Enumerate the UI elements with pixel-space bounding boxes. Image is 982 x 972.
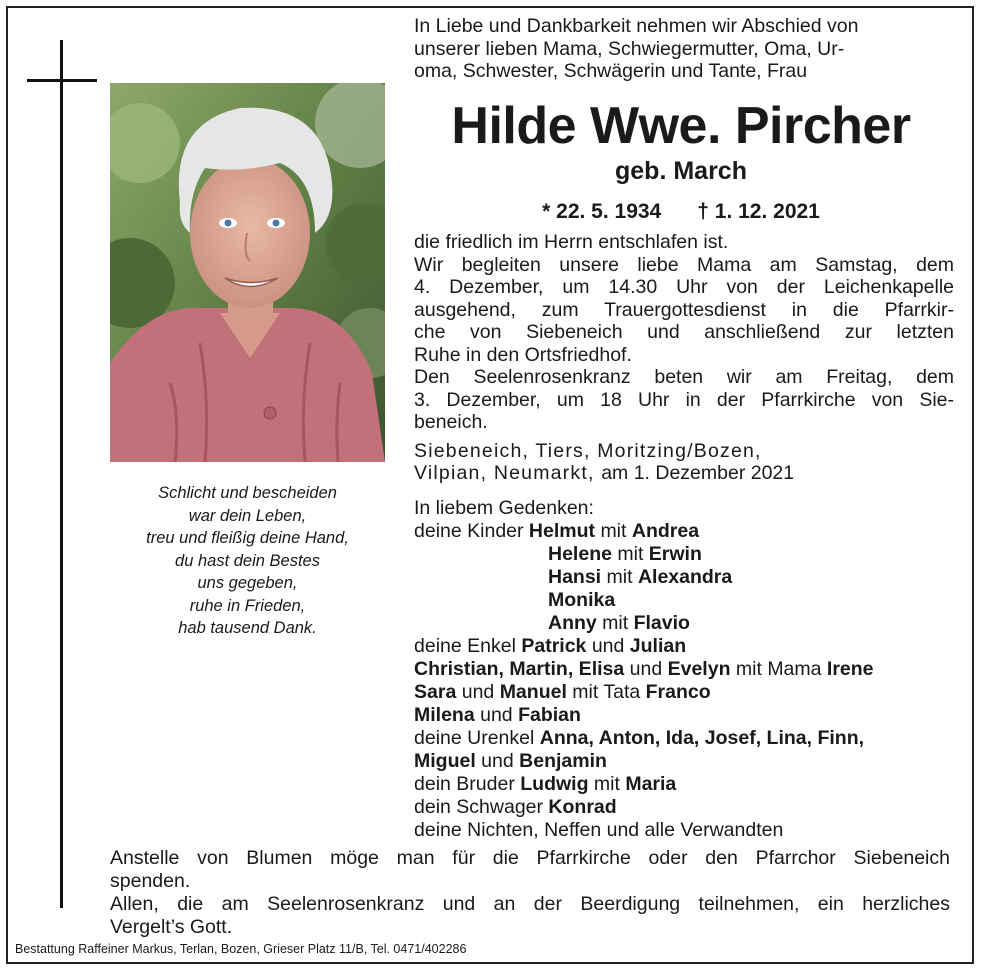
poem-line: hab tausend Dank.: [178, 619, 317, 637]
intro-line: In Liebe und Dankbarkeit nehmen wir Abschied von: [414, 15, 859, 37]
child-name: Monika: [548, 589, 616, 611]
grandchildren-line: [414, 704, 954, 727]
body-line: ausgehend, zum Trauergottesdienst in die Pfarrkir-: [414, 298, 954, 321]
body-line: Den Seelenrosenkranz beten wir am Freitag, dem: [414, 366, 954, 388]
child-name: Helene: [548, 543, 612, 565]
great-grandchildren-line: [414, 727, 954, 750]
closing-line: Allen, die am Seelenrosenkranz und an der Beerdigung teilnehmen, ein herzliches: [110, 893, 950, 915]
closing-line: Anstelle von Blumen möge man für die Pfarrkirche oder den Pfarrchor Siebeneich: [110, 847, 950, 869]
closing-line: spenden.: [110, 870, 191, 892]
partner-name: Alexandra: [637, 566, 733, 588]
connector-text: und: [481, 750, 514, 772]
grandchildren-line: [414, 658, 954, 681]
great-grandchildren-label: deine Urenkel: [414, 727, 535, 749]
places-date-line: [414, 462, 954, 485]
poem-line: uns gegeben,: [197, 574, 298, 592]
poem-line: war dein Leben,: [188, 506, 307, 525]
poem-line: ruhe in Frieden,: [189, 596, 306, 615]
brother-in-law-name: Konrad: [548, 796, 617, 818]
grandchild-name: Evelyn: [667, 658, 731, 680]
grandchild-name: Milena: [414, 704, 475, 726]
maiden-name: geb. March: [615, 157, 747, 185]
relatives-line: deine Nichten, Neffen und alle Verwandten: [414, 819, 784, 841]
partner-name: Erwin: [648, 543, 702, 565]
closing-text: [110, 847, 950, 939]
connector-text: mit: [602, 612, 629, 634]
connector-text: und: [591, 635, 625, 657]
great-grandchildren-line: [414, 750, 954, 773]
body-line: 3. Dezember, um 18 Uhr in der Pfarrkirche von Sie-: [414, 388, 954, 411]
children-label: deine Kinder: [414, 520, 524, 542]
places-line-2: Vilpian, Neumarkt,: [414, 462, 595, 484]
children-line: [414, 566, 954, 589]
child-name: Anny: [548, 612, 597, 634]
poem-line: treu und fleißig deine Hand,: [146, 529, 349, 547]
partner-name: Maria: [625, 773, 677, 795]
notice-date: am 1. Dezember 2021: [601, 462, 795, 484]
great-grandchild-name: Miguel: [414, 750, 476, 772]
connector-text: und: [629, 658, 663, 680]
grandchild-name: Sara: [414, 681, 457, 703]
portrait-photo: [110, 83, 385, 462]
body-line: 4. Dezember, um 14.30 Uhr von der Leichenkapelle: [414, 276, 954, 298]
connector-text: mit: [600, 520, 627, 542]
body-line: Ruhe in den Ortsfriedhof.: [414, 343, 632, 366]
closing-line: Vergelt’s Gott.: [110, 916, 233, 938]
children-line: [414, 612, 954, 635]
grandchildren-line: [414, 635, 954, 658]
connector-text: mit Mama: [735, 658, 822, 680]
children-line: [414, 543, 954, 566]
connector-text: mit: [617, 543, 644, 565]
connector-text: und: [480, 704, 513, 726]
life-dates: [396, 199, 966, 225]
grandchild-name: Manuel: [499, 681, 567, 703]
body-line: beneich.: [414, 411, 488, 433]
places-line: Siebeneich, Tiers, Moritzing/Bozen,: [414, 439, 762, 462]
child-name: Helmut: [528, 520, 596, 542]
brother-name: Ludwig: [520, 773, 589, 795]
cross-icon-bar: [27, 79, 97, 82]
brother-in-law-label: dein Schwager: [414, 796, 543, 818]
body-line: che von Siebeneich und anschließend zur letzten: [414, 321, 954, 343]
body-line: Wir begleiten unsere liebe Mama am Samstag, dem: [414, 253, 954, 276]
brother-label: dein Bruder: [414, 773, 515, 795]
connector-text: mit: [606, 566, 633, 588]
memorial-poem: [110, 482, 385, 640]
brother-in-law-line: [414, 796, 954, 819]
place-and-date: [414, 440, 954, 485]
poem-line: du hast dein Bestes: [175, 551, 320, 570]
funeral-details: [414, 231, 954, 485]
funeral-home-footer: Bestattung Raffeiner Markus, Terlan, Bozen, Grieser Platz 11/B, Tel. 0471/402286: [15, 942, 467, 956]
great-grandchild-name: Benjamin: [519, 750, 607, 772]
great-grandchild-names: Anna, Anton, Ida, Josef, Lina, Finn,: [539, 727, 865, 749]
partner-name: Flavio: [633, 612, 690, 634]
grandchildren-label: deine Enkel: [414, 635, 516, 657]
mourners-list: [414, 497, 954, 842]
connector-text: und: [461, 681, 495, 703]
grandchild-name: Julian: [629, 635, 687, 657]
child-name: Hansi: [548, 566, 602, 588]
children-line: [414, 589, 954, 612]
parent-name: Irene: [826, 658, 874, 680]
partner-name: Andrea: [631, 520, 700, 542]
intro-text: [414, 15, 954, 83]
poem-line: Schlicht und bescheiden: [158, 484, 337, 502]
parent-name: Franco: [645, 681, 711, 703]
cross-icon: [60, 40, 63, 908]
connector-text: mit Tata: [572, 681, 641, 703]
death-date: † 1. 12. 2021: [697, 200, 820, 223]
grandchild-name: Patrick: [521, 635, 587, 657]
mourners-heading: In liebem Gedenken:: [414, 497, 594, 519]
grandchildren-line: [414, 681, 954, 704]
intro-line: oma, Schwester, Schwägerin und Tante, Frau: [414, 60, 808, 82]
body-line: die friedlich im Herrn entschlafen ist.: [414, 231, 729, 253]
brother-line: [414, 773, 954, 796]
children-line: [414, 520, 954, 543]
deceased-name: Hilde Wwe. Pircher: [451, 97, 911, 155]
grandchild-name: Christian, Martin, Elisa: [414, 658, 625, 680]
connector-text: mit: [593, 773, 620, 795]
birth-date: * 22. 5. 1934: [542, 200, 662, 223]
intro-line: unserer lieben Mama, Schwiegermutter, Oma, Ur-: [414, 37, 845, 60]
grandchild-name: Fabian: [518, 704, 581, 726]
